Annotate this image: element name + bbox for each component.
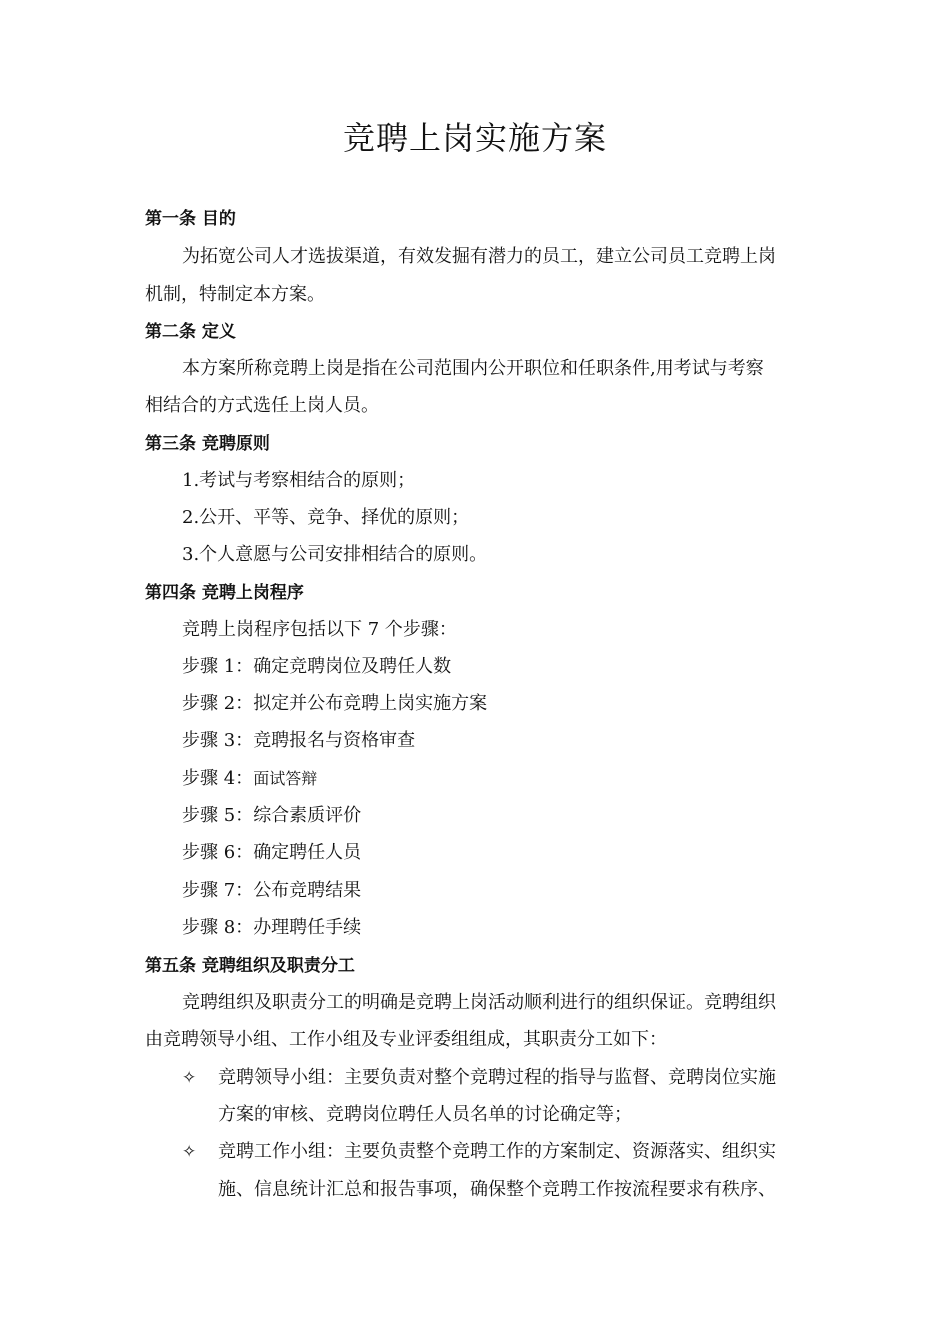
section-4-heading: 第四条 竞聘上岗程序: [145, 583, 304, 603]
diamond-bullet-icon: ✧: [182, 1142, 197, 1162]
bullet-line: 方案的审核、竞聘岗位聘任人员名单的讨论确定等；: [218, 1104, 632, 1125]
step-label: 步骤 3：: [182, 730, 254, 751]
principle-item: 3.个人意愿与公司安排相结合的原则。: [182, 544, 488, 565]
bullet-line: 施、信息统计汇总和报告事项，确保整个竞聘工作按流程要求有秩序、: [218, 1179, 776, 1200]
principle-item: 1.考试与考察相结合的原则；: [182, 470, 416, 491]
section-2-paragraph-line: 本方案所称竞聘上岗是指在公司范围内公开职位和任职条件,用考试与考察: [182, 358, 764, 379]
step-item: [182, 692, 487, 716]
step-text: 办理聘任手续: [253, 917, 362, 938]
step-label: 步骤 7：: [182, 880, 254, 901]
step-item: [182, 655, 451, 679]
section-1-paragraph-line: 为拓宽公司人才选拔渠道，有效发掘有潜力的员工，建立公司员工竞聘上岗: [182, 246, 776, 267]
section-2-paragraph-line: 相结合的方式选任上岗人员。: [145, 395, 379, 416]
step-text: 确定竞聘岗位及聘任人数: [253, 656, 452, 677]
step-text: 拟定并公布竞聘上岗实施方案: [253, 693, 488, 714]
step-item: [182, 841, 361, 865]
step-item: [182, 879, 361, 903]
step-text: 竞聘报名与资格审查: [253, 730, 416, 751]
bullet-line: 竞聘工作小组：主要负责整个竞聘工作的方案制定、资源落实、组织实: [218, 1141, 776, 1162]
bullet-line: 竞聘领导小组：主要负责对整个竞聘过程的指导与监督、竞聘岗位实施: [218, 1067, 776, 1088]
section-1-paragraph-line: 机制，特制定本方案。: [145, 284, 325, 305]
section-5-paragraph-line: 由竞聘领导小组、工作小组及专业评委组组成，其职责分工如下：: [145, 1029, 667, 1050]
step-item: [182, 767, 317, 791]
step-label: 步骤 2：: [182, 693, 254, 714]
step-item: [182, 729, 415, 753]
steps-intro: 竞聘上岗程序包括以下 7 个步骤：: [182, 619, 457, 640]
section-1-heading: 第一条 目的: [145, 209, 236, 229]
step-label: 步骤 4：: [182, 768, 254, 789]
diamond-bullet-icon: ✧: [182, 1068, 197, 1088]
section-5-paragraph-line: 竞聘组织及职责分工的明确是竞聘上岗活动顺利进行的组织保证。竞聘组织: [182, 992, 776, 1013]
principle-item: 2.公开、平等、竞争、择优的原则；: [182, 507, 470, 528]
step-item: [182, 916, 361, 940]
step-label: 步骤 1：: [182, 656, 254, 677]
page-title: 竞聘上岗实施方案: [342, 119, 607, 157]
step-text: 综合素质评价: [253, 805, 362, 826]
step-item: [182, 804, 361, 828]
step-label: 步骤 5：: [182, 805, 254, 826]
section-2-heading: 第二条 定义: [145, 322, 236, 342]
step-label: 步骤 8：: [182, 917, 254, 938]
step-text: 面试答辩: [253, 769, 318, 788]
step-text: 确定聘任人员: [253, 842, 362, 863]
section-5-heading: 第五条 竞聘组织及职责分工: [145, 956, 355, 976]
section-3-heading: 第三条 竞聘原则: [145, 434, 270, 454]
step-text: 公布竞聘结果: [253, 880, 362, 901]
step-label: 步骤 6：: [182, 842, 254, 863]
